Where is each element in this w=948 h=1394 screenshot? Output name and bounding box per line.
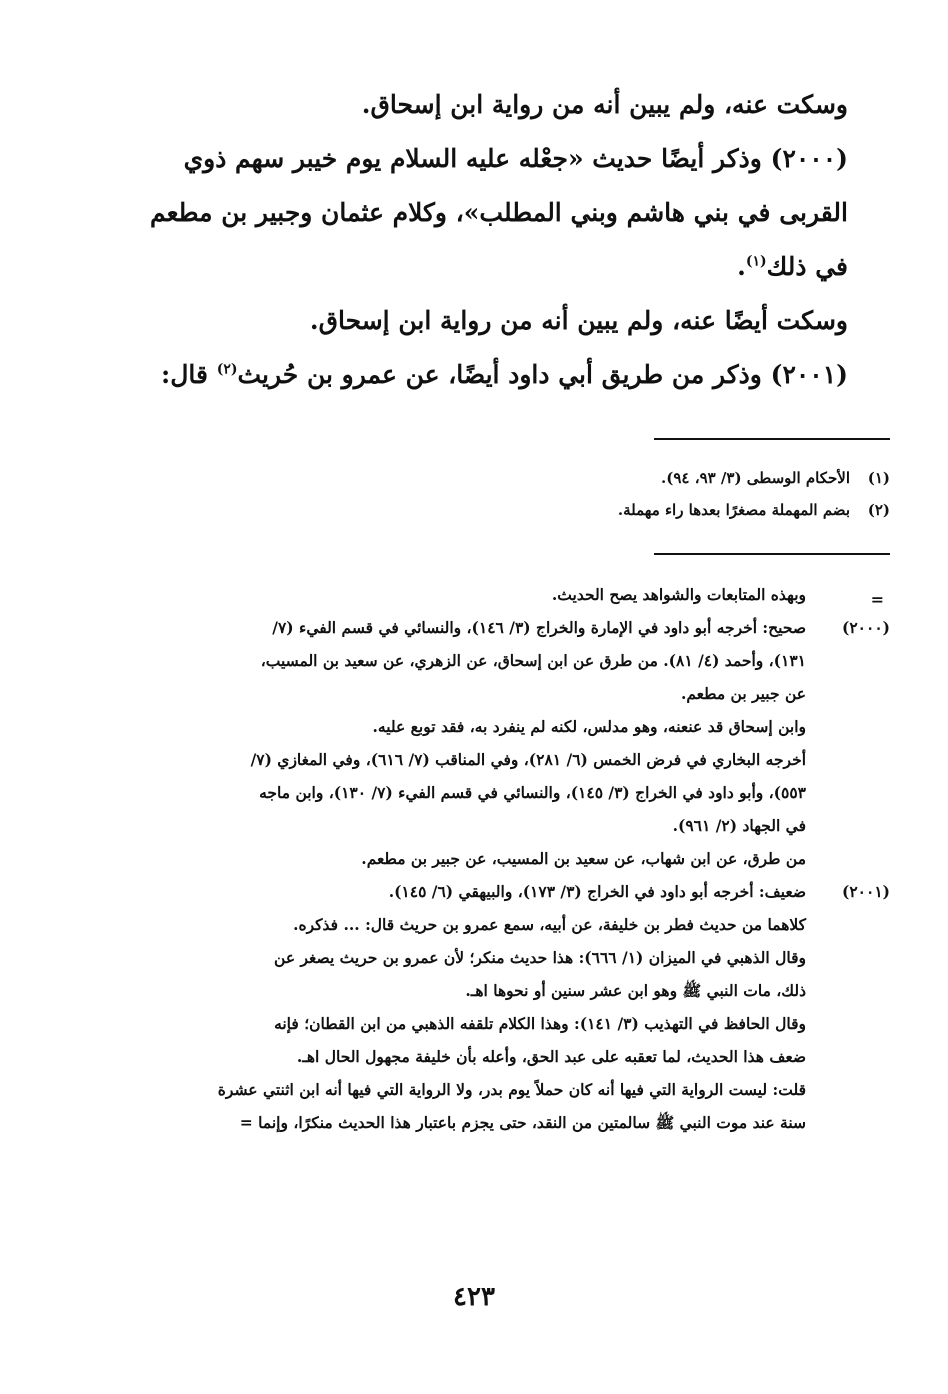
main-line-silent-1: وسكت عنه، ولم يبين أنه من رواية ابن إسحاق. <box>361 90 848 119</box>
commentary-line <box>128 1073 890 1106</box>
commentary-text: في الجهاد (٢/ ٩٦١). <box>672 816 806 835</box>
commentary-text: سنة عند موت النبي ﷺ سالمتين من النقد، حتى يجزم باعتبار هذا الحديث منكرًا، وإنما = <box>239 1113 806 1132</box>
commentary-text: ضعف هذا الحديث، لما تعقبه على عبد الحق، وأعله بأن خليفة مجهول الحال اهـ. <box>296 1047 806 1066</box>
footnote-2 <box>110 494 890 526</box>
entry-2001 <box>148 348 848 402</box>
commentary-text: وقال الحافظ في التهذيب (٣/ ١٤١): وهذا الكلام تلقفه الذهبي من ابن القطان؛ فإنه <box>274 1014 806 1033</box>
entry-2000 <box>148 132 848 294</box>
commentary-mark: (٢٠٠١) <box>842 882 890 901</box>
commentary-text: ٥٥٣)، وأبو داود في الخراج (٣/ ١٤٥)، والنسائي في قسم الفيء (٧/ ١٣٠)، وابن ماجه <box>259 783 806 802</box>
commentary-line <box>128 677 890 710</box>
commentary-text: ذلك، مات النبي ﷺ وهو ابن عشر سنين أو نحوها اهـ. <box>465 981 806 1000</box>
main-line-silent-2: وسكت أيضًا عنه، ولم يبين أنه من رواية ابن إسحاق. <box>309 306 848 335</box>
footnote-ref-2[interactable]: (٢) <box>216 361 238 378</box>
commentary-line <box>128 611 890 644</box>
commentary-line <box>128 974 890 1007</box>
entry-2001-end: قال: <box>161 360 208 389</box>
entry-2001-text: وذكر من طريق أبي داود أيضًا، عن عمرو بن حُريث <box>237 360 762 389</box>
footnote-text: بضم المهملة مصغرًا بعدها راء مهملة. <box>617 501 850 519</box>
entry-2000-text-b: القربى في بني هاشم وبني المطلب»، وكلام عثمان وجبير بن مطعم في <box>149 198 848 281</box>
commentary-line <box>128 908 890 941</box>
commentary-line <box>128 1040 890 1073</box>
footnotes <box>110 462 890 526</box>
commentary-separator <box>654 553 890 555</box>
commentary-line <box>128 1106 890 1139</box>
page-number: ٤٢٣ <box>453 1282 495 1312</box>
commentary-line <box>128 776 890 809</box>
continuation-mark: = <box>870 590 884 609</box>
commentary-line <box>128 743 890 776</box>
commentary-text: وبهذه المتابعات والشواهد يصح الحديث. <box>551 585 806 604</box>
commentary-line <box>128 710 890 743</box>
commentary-text: وابن إسحاق قد عنعنه، وهو مدلس، لكنه لم ينفرد به، فقد توبع عليه. <box>372 717 806 736</box>
commentary-text: من طرق، عن ابن شهاب، عن سعيد بن المسيب، عن جبير بن مطعم. <box>361 849 806 868</box>
commentary-line <box>128 842 890 875</box>
footnote-text: الأحكام الوسطى (٣/ ٩٣، ٩٤). <box>661 469 850 487</box>
entry-2000-text-a: وذكر أيضًا حديث «جعْله عليه السلام يوم خيبر سهم ذوي <box>183 144 762 173</box>
commentary-text: ١٣١)، وأحمد (٤/ ٨١). من طرق عن ابن إسحاق، عن الزهري، عن سعيد بن المسيب، <box>260 651 806 670</box>
commentary-mark: (٢٠٠٠) <box>842 618 890 637</box>
footnote-ref-1[interactable]: (١) <box>745 253 767 270</box>
commentary-line <box>128 875 890 908</box>
footnote-number: (١) <box>867 469 890 487</box>
footnote-number: (٢) <box>867 501 890 519</box>
entry-2001-number: (٢٠٠١) <box>770 360 848 389</box>
entry-2000-end: . <box>737 252 746 281</box>
commentary-line <box>128 644 890 677</box>
commentary-text: أخرجه البخاري في فرض الخمس (٦/ ٢٨١)، وفي المناقب (٧/ ٦١٦)، وفي المغازي (٧/ <box>250 750 806 769</box>
commentary-text: ضعيف: أخرجه أبو داود في الخراج (٣/ ١٧٣)، والبيهقي (٦/ ١٤٥). <box>388 882 806 901</box>
commentary-line <box>128 1007 890 1040</box>
commentary <box>128 578 890 1139</box>
main-text <box>148 78 848 402</box>
entry-2000-number: (٢٠٠٠) <box>770 144 848 173</box>
footnote-separator <box>654 438 890 440</box>
commentary-text: كلاهما من حديث فطر بن خليفة، عن أبيه، سمع عمرو بن حريث قال: ... فذكره. <box>293 915 806 934</box>
commentary-line <box>128 809 890 842</box>
commentary-text: قلت: ليست الرواية التي فيها أنه كان حملاً يوم بدر، ولا الرواية التي فيها أنه ابن اثنتي عشرة <box>217 1080 806 1099</box>
commentary-text: عن جبير بن مطعم. <box>680 684 806 703</box>
commentary-line <box>128 578 890 611</box>
commentary-line <box>128 941 890 974</box>
commentary-text: وقال الذهبي في الميزان (١/ ٦٦٦): هذا حديث منكر؛ لأن عمرو بن حريث يصغر عن <box>274 948 806 967</box>
commentary-text: صحيح: أخرجه أبو داود في الإمارة والخراج (٣/ ١٤٦)، والنسائي في قسم الفيء (٧/ <box>272 618 806 637</box>
entry-2000-text-c: ذلك <box>766 252 807 281</box>
footnote-1 <box>110 462 890 494</box>
